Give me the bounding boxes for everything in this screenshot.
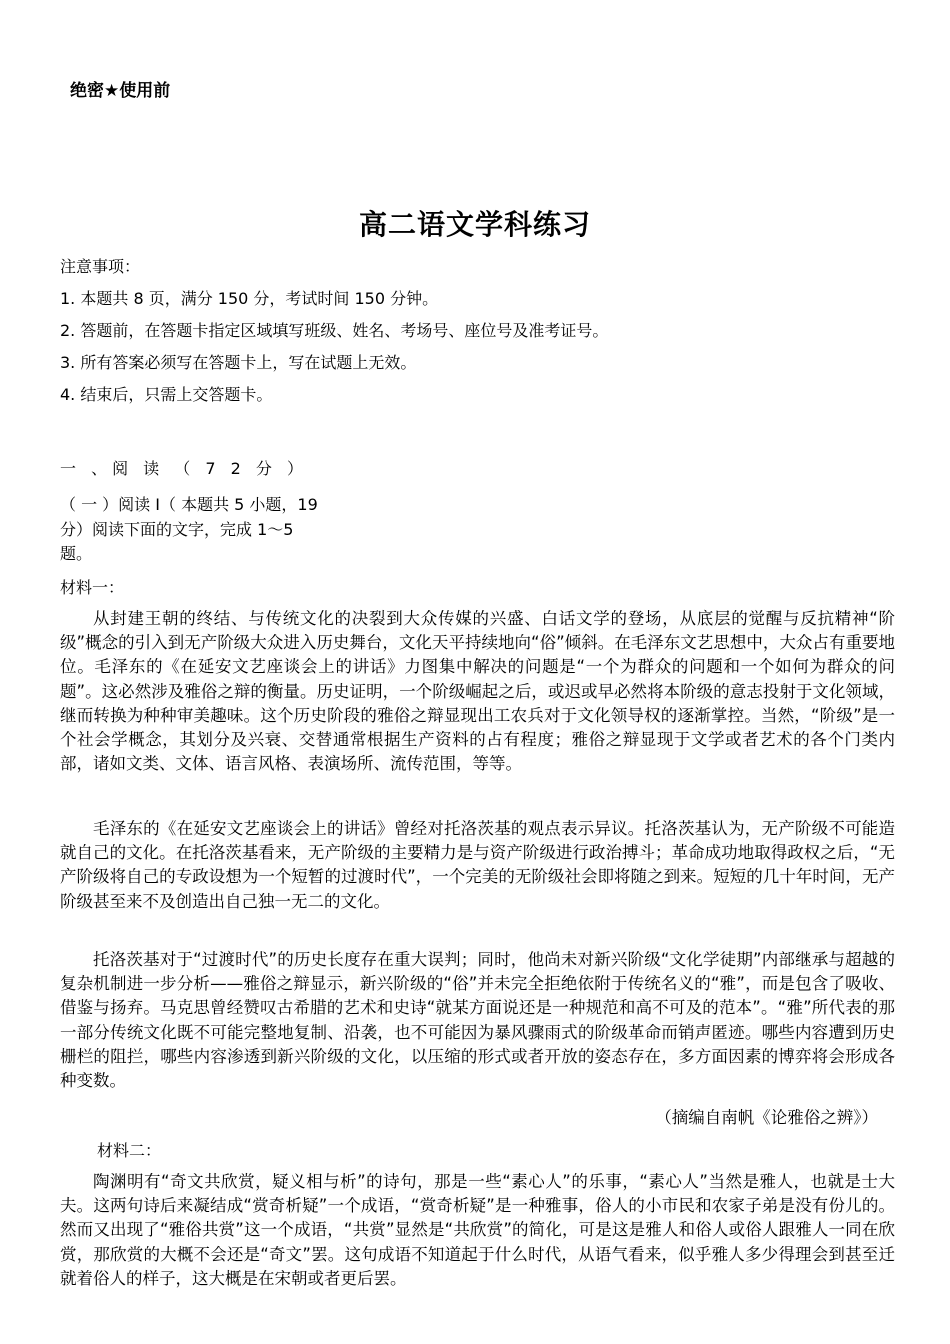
page-title: 高二语文学科练习 (358, 208, 591, 241)
material1-paragraph: 从封建王朝的终结、与传统文化的决裂到大众传媒的兴盛、白话文学的登场，从底层的觉醒与反抗精神“阶级”概念的引入到无产阶级大众进入历史舞台，文化天平持续地向“俗”倾斜。在毛泽东文艺思想中，大众占有重要地位。毛泽东的《在延安文艺座谈会上的讲话》力图集中解决的问题是“一个为群众的问题和一个如何为群众的问题”。这必然涉及雅俗之辩的衡量。历史证明，一个阶级崛起之后，或迟或早必然将本阶级的意志投射于文化领域，继而转换为种种审美趣味。这个历史阶段的雅俗之辩显现出工农兵对于文化领导权的逐渐掌控。当然，“阶级”是一个社会学概念，其划分及兴衰、交替通常根据生产资料的占有程度；雅俗之辩显现于文学或者艺术的各个门类内部，诸如文类、文体、语言风格、表演场所、流传范围，等等。 (60, 609, 895, 774)
material1-source: （摘编自南帆《论雅俗之辨》） (655, 1108, 878, 1127)
notice-item: 1. 本题共 8 页，满分 150 分，考试时间 150 分钟。 (60, 289, 439, 308)
notice-item: 4. 结束后，只需上交答题卡。 (60, 385, 273, 404)
section-sub-line: 分）阅读下面的文字，完成 1～5 (60, 520, 294, 539)
material1-paragraph: 毛泽东的《在延安文艺座谈会上的讲话》曾经对托洛茨基的观点表示异议。托洛茨基认为，无产阶级不可能造就自己的文化。在托洛茨基看来，无产阶级的主要精力是与资产阶级进行政治搏斗；革命成功地取得政权之后，“无产阶级将自己的专政设想为一个短暂的过渡时代”，一个完美的无阶级社会即将随之到来。短短的几十年时间，无产阶级甚至来不及创造出自己独一无二的文化。 (60, 819, 895, 911)
material2-paragraph: 陶渊明有“奇文共欣赏，疑义相与析”的诗句，那是一些“素心人”的乐事，“素心人”当然是雅人，也就是士大夫。这两句诗后来凝结成“赏奇析疑”一个成语，“赏奇析疑”是一种雅事，俗人的小市民和农家子弟是没有份儿的。然而又出现了“雅俗共赏”这一个成语，“共赏”显然是“共欣赏”的简化，可是这是雅人和俗人或俗人跟雅人一同在欣赏，那欣赏的大概不会还是“奇文”罢。这句成语不知道起于什么时代，从语气看来，似乎雅人多少得理会到甚至迁就着俗人的样子，这大概是在宋朝或者更后罢。 (60, 1172, 895, 1288)
material1-paragraph: 托洛茨基对于“过渡时代”的历史长度存在重大误判；同时，他尚未对新兴阶级“文化学徒期”内部继承与超越的复杂机制进一步分析——雅俗之辩显示，新兴阶级的“俗”并未完全拒绝依附于传统名义的“雅”，而是包含了吸收、借鉴与扬弃。马克思曾经赞叹古希腊的艺术和史诗“就某方面说还是一种规范和高不可及的范本”。“雅”所代表的那一部分传统文化既不可能完整地复制、沿袭，也不可能因为暴风骤雨式的阶级革命而销声匿迹。哪些内容遭到历史栅栏的阻拦，哪些内容渗透到新兴阶级的文化，以压缩的形式或者开放的姿态存在，多方面因素的博弈将会形成各种变数。 (60, 950, 895, 1091)
section-sub-line: 题。 (60, 544, 93, 563)
notice-item: 3. 所有答案必须写在答题卡上，写在试题上无效。 (60, 353, 417, 372)
secret-label: 绝密★使用前 (70, 81, 171, 101)
material1-label: 材料一： (60, 578, 125, 597)
section-heading: 一 、阅 读 （ 7 2 分 ） (60, 459, 308, 478)
notice-item: 2. 答题前，在答题卡指定区域填写班级、姓名、考场号、座位号及准考证号。 (60, 321, 609, 340)
material2-label: 材料二： (97, 1141, 162, 1160)
section-sub-line: （ 一 ）阅读 I（ 本题共 5 小题，19 (60, 495, 318, 514)
notice-heading: 注意事项： (60, 257, 141, 276)
